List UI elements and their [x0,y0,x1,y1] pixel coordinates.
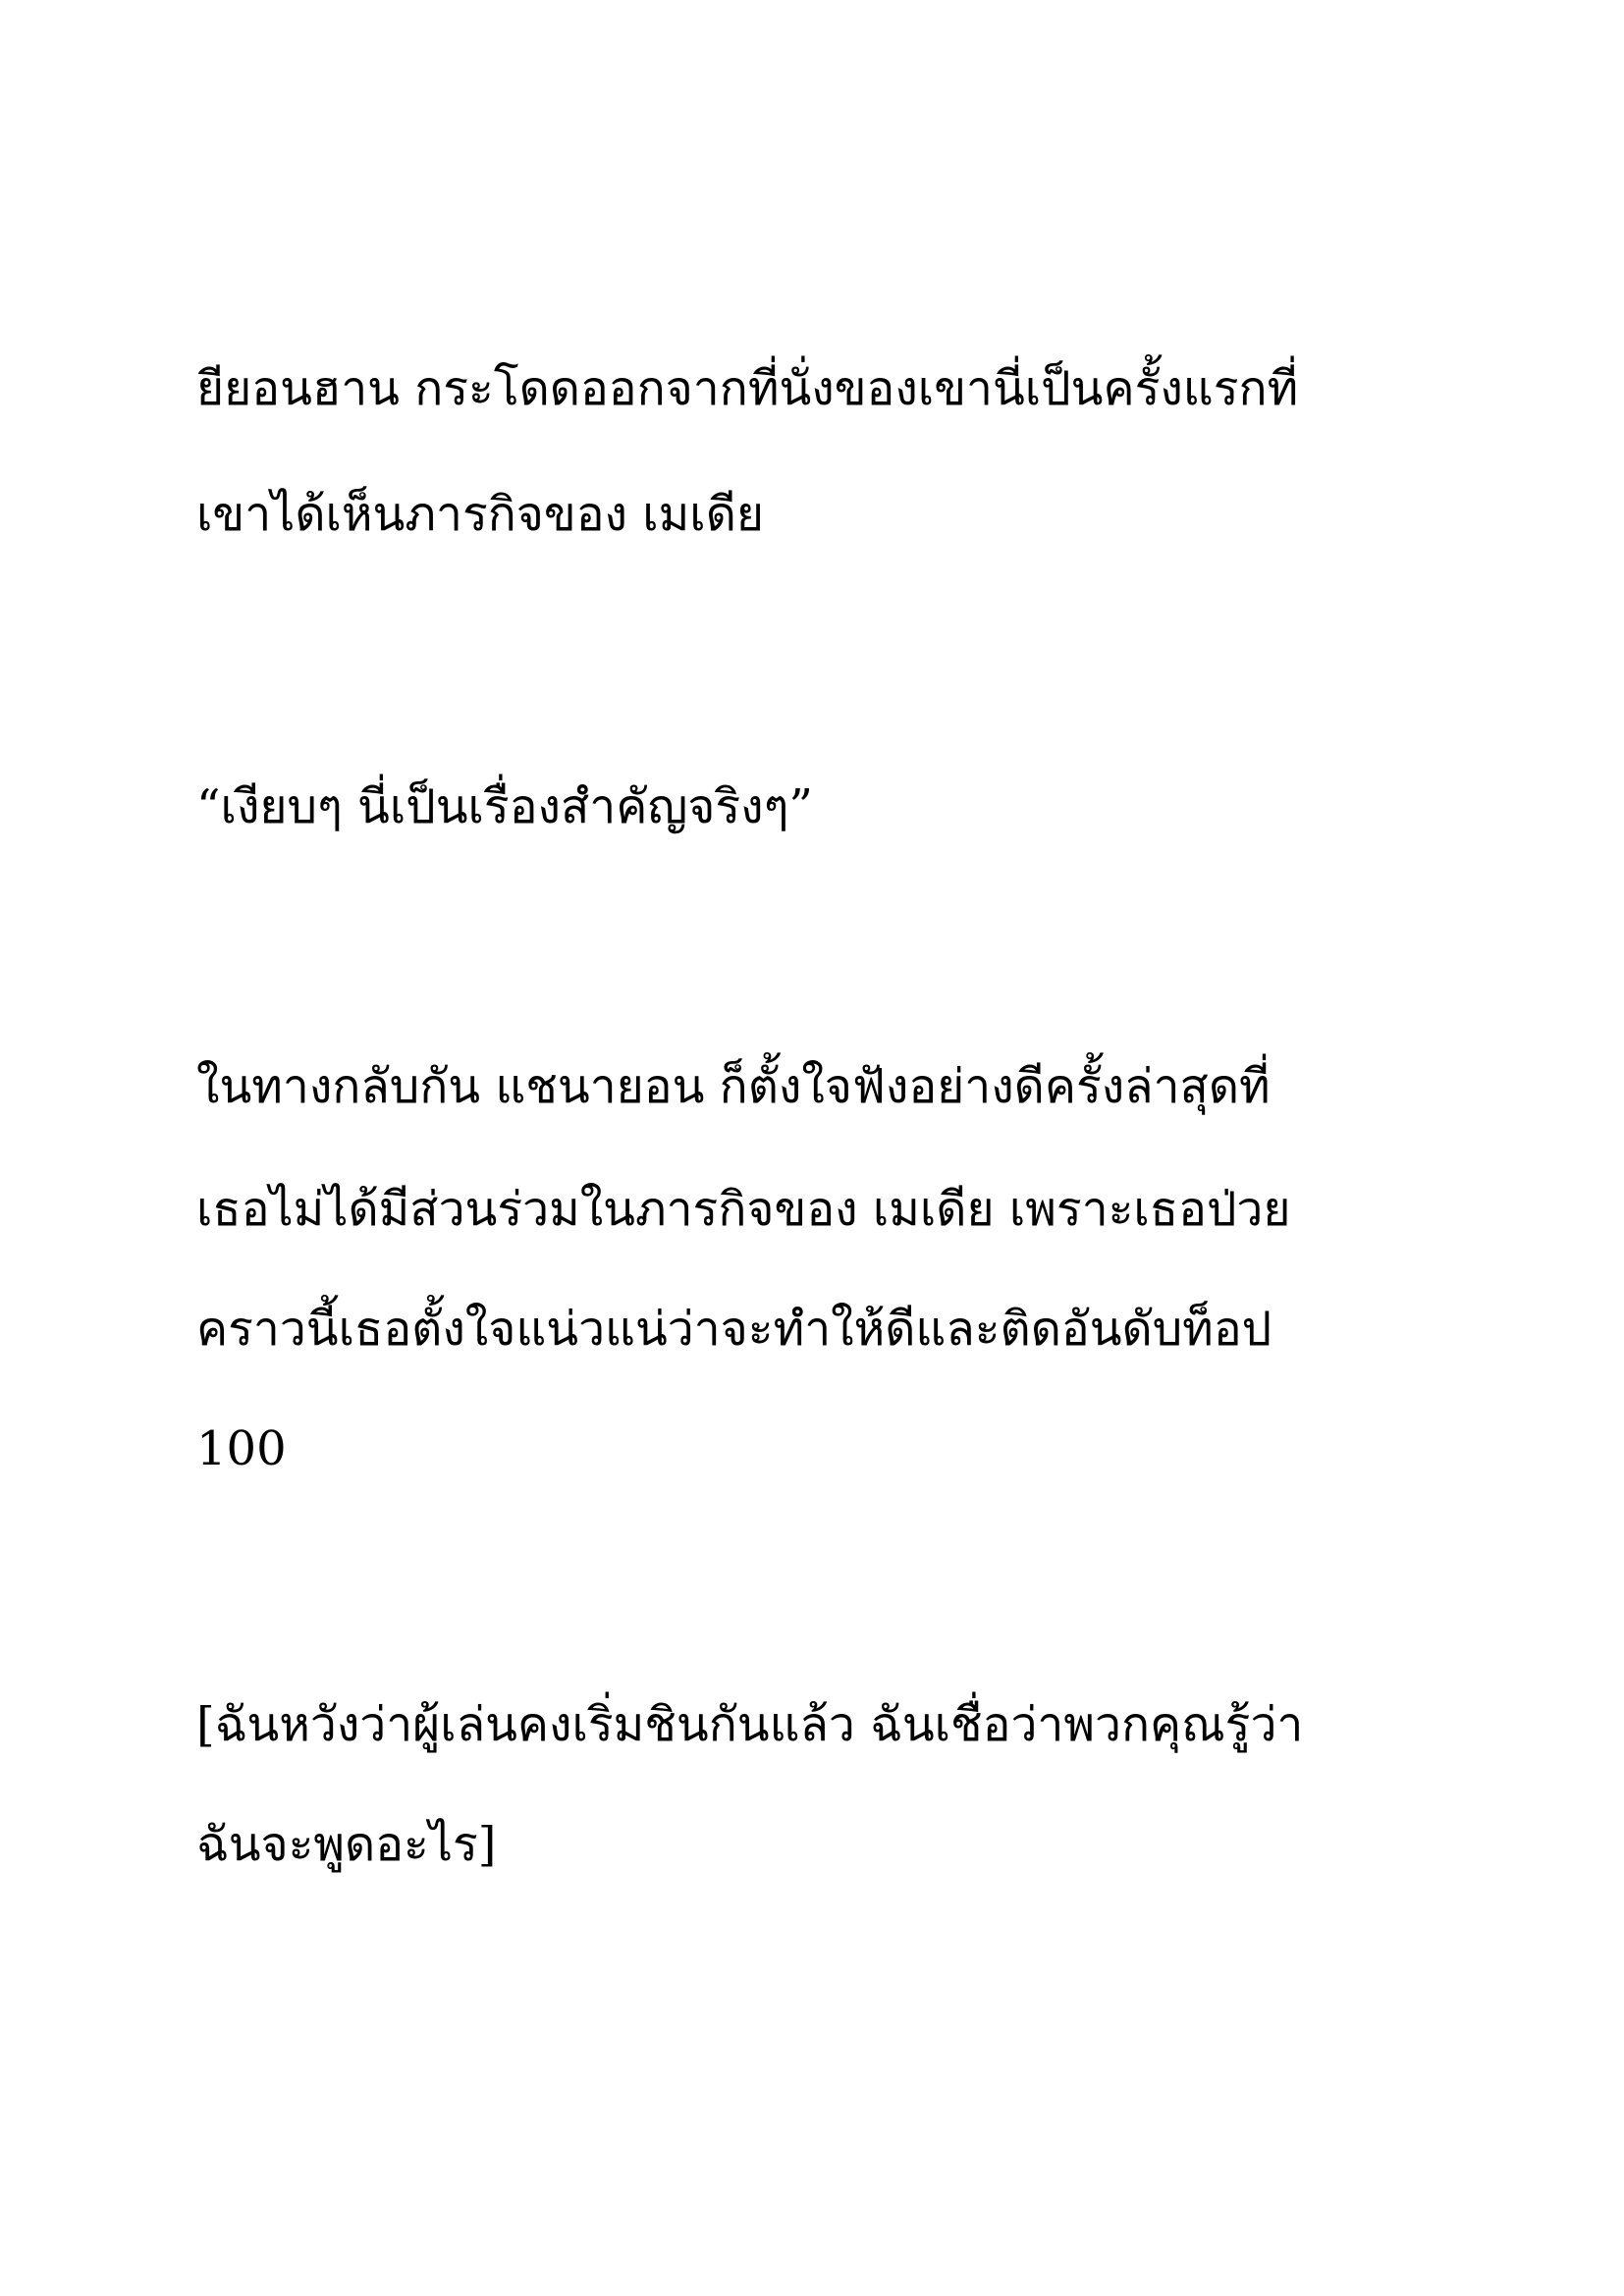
paragraph-1-line-2: เขาได้เห็นภารกิจของ เมเดีย [196,487,764,542]
paragraph-3-line-2: เธอไม่ได้มีส่วนร่วมในภารกิจของ เมเดีย เพราะเธอป่วย [196,1182,1291,1237]
paragraph-1-line-1: ยียอนฮาน กระโดดออกจากที่นั่งของเขานี่เป็นครั้งแรกที่ [196,361,1299,416]
paragraph-4-line-2: ฉันจะพูดอะไร] [196,1817,497,1872]
paragraph-2-line-1: “เงียบๆ นี่เป็นเรื่องสำคัญจริงๆ” [196,779,813,834]
paragraph-3-line-4: 100 [196,1421,287,1476]
paragraph-3-line-3: คราวนี้เธอตั้งใจแน่วแน่ว่าจะทำให้ดีและติดอันดับท็อป [196,1302,1272,1357]
paragraph-4-line-1: [ฉันหวังว่าผู้เล่นคงเริ่มชินกันแล้ว ฉันเชื่อว่าพวกคุณรู้ว่า [196,1697,1304,1752]
paragraph-3-line-1: ในทางกลับกัน แชนายอน ก็ตั้งใจฟังอย่างดีครั้งล่าสุดที่ [196,1059,1271,1114]
